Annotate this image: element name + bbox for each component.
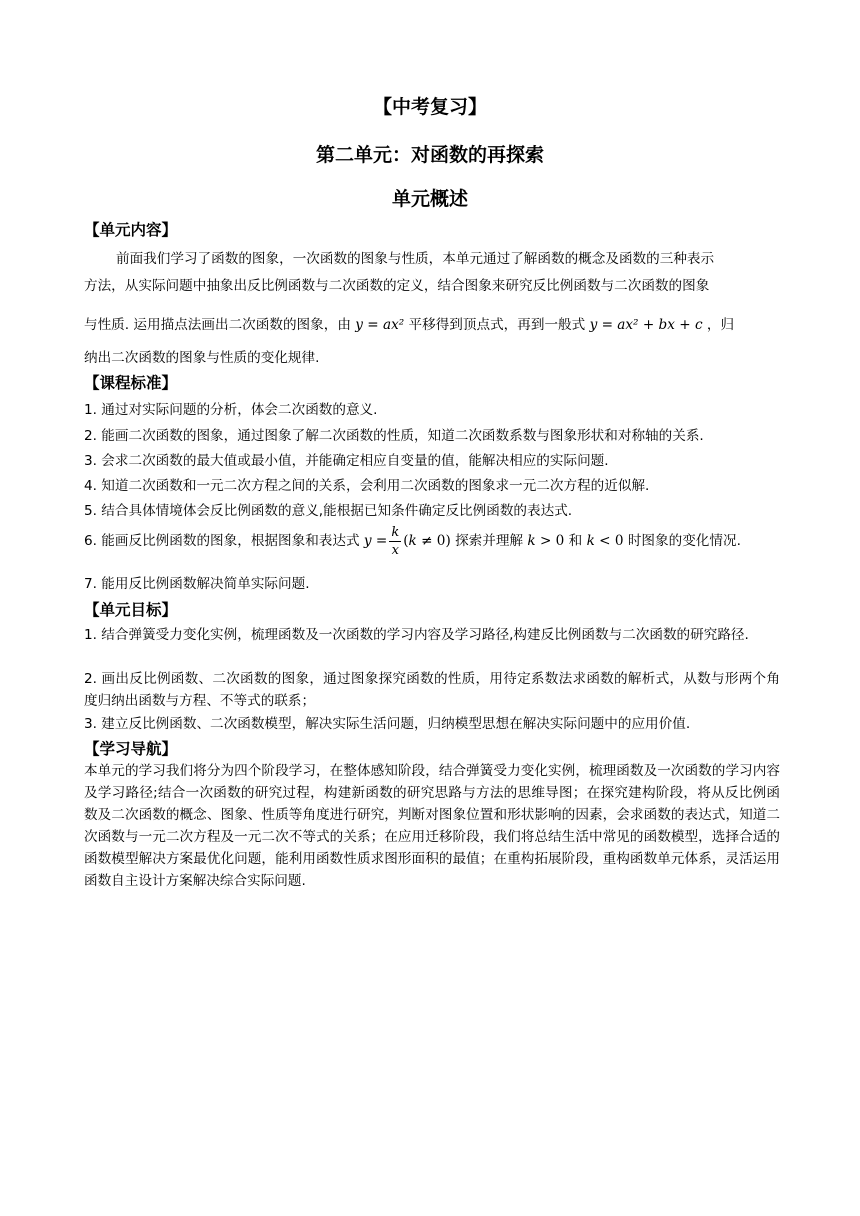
formula-inverse: y = $\frac{k}{x}$ (k ≠ 0) <box>363 525 451 558</box>
standard-item-5: 5. 结合具体情境体会反比例函数的意义,能根据已知条件确定反比例函数的表达式. <box>84 503 573 519</box>
section-heading-content: 【单元内容】 <box>84 221 178 239</box>
content-line-1: 前面我们学习了函数的图象，一次函数的图象与性质，本单元通过了解函数的概念及函数的三种表示 <box>116 251 715 267</box>
standard-item-1: 1. 通过对实际问题的分析，体会二次函数的意义. <box>84 402 378 418</box>
standard-item-6-b: 探索并理解 <box>455 533 524 549</box>
exam-review-title: 【中考复习】 <box>372 96 487 118</box>
formula-vertex: y = ax² <box>355 317 405 333</box>
formula-general: y = ax² + bx + c <box>589 317 703 333</box>
standard-item-4: 4. 知道二次函数和一元二次方程之间的关系，会利用二次函数的图象求一元二次方程的近似解. <box>84 478 650 494</box>
condition-k-negative: k < 0 <box>586 533 624 549</box>
goal-item-3: 3. 建立反比例函数、二次函数模型，解决实际生活问题，归纳模型思想在解决实际问题中的应用价值. <box>84 716 691 732</box>
standard-item-6-d: 时图象的变化情况. <box>627 533 741 549</box>
content-line-3-c: ，归 <box>706 317 735 333</box>
section-heading-goals: 【单元目标】 <box>84 601 178 619</box>
goal-item-1: 1. 结合弹簧受力变化实例，梳理函数及一次函数的学习内容及学习路径,构建反比例函数与二次函数的研究路径. <box>84 627 749 643</box>
condition-k-positive: k > 0 <box>527 533 565 549</box>
unit-title: 第二单元：对函数的再探索 <box>315 144 544 166</box>
section-heading-standards: 【课程标准】 <box>84 374 178 392</box>
content-line-3-a: 与性质. 运用描点法画出二次函数的图象，由 <box>84 317 351 333</box>
content-line-4: 纳出二次函数的图象与性质的变化规律. <box>84 350 320 366</box>
standard-item-6-c: 和 <box>568 533 583 549</box>
content-line-3-b: 平移得到顶点式，再到一般式 <box>408 317 586 333</box>
overview-title: 单元概述 <box>391 188 468 210</box>
standard-item-6 <box>84 524 741 559</box>
goal-item-2: 2. 画出反比例函数、二次函数的图象，通过图象探究函数的性质，用待定系数法求函数的解析式，从数与形两个角度归纳出函数与方程、不等式的联系； <box>84 671 780 709</box>
content-line-3 <box>84 313 734 333</box>
content-line-2: 方法，从实际问题中抽象出反比例函数与二次函数的定义，结合图象来研究反比例函数与二次函数的图象 <box>84 278 710 294</box>
standard-item-2: 2. 能画二次函数的图象，通过图象了解二次函数的性质，知道二次函数系数与图象形状和对称轴的关系. <box>84 428 704 444</box>
standard-item-7: 7. 能用反比例函数解决简单实际问题. <box>84 576 310 592</box>
navigation-text: 本单元的学习我们将分为四个阶段学习，在整体感知阶段，结合弹簧受力变化实例，梳理函数及一次函数的学习内容及学习路径;结合一次函数的研究过程，构建新函数的研究思路与方法的思维导图；在探究建构阶段，将从反比例函数及二次函数的概念、图象、性质等角度进行研究，判断对图象位置和形状影响的因素，会求函数的表达式，知道二次函数与一元二次方程及一元二次不等式的关系；在应用迁移阶段，我们将总结生活中常见的函数模型，选择合适的函数模型解决方案最优化问题，能利用函数性质求图形面积的最值；在重构拓展阶段，重构函数单元体系，灵活运用函数自主设计方案解决综合实际问题. <box>84 763 780 889</box>
standard-item-3: 3. 会求二次函数的最大值或最小值，并能确定相应自变量的值，能解决相应的实际问题. <box>84 453 609 469</box>
section-heading-navigation: 【学习导航】 <box>84 740 178 758</box>
standard-item-6-a: 6. 能画反比例函数的图象，根据图象和表达式 <box>84 533 360 549</box>
